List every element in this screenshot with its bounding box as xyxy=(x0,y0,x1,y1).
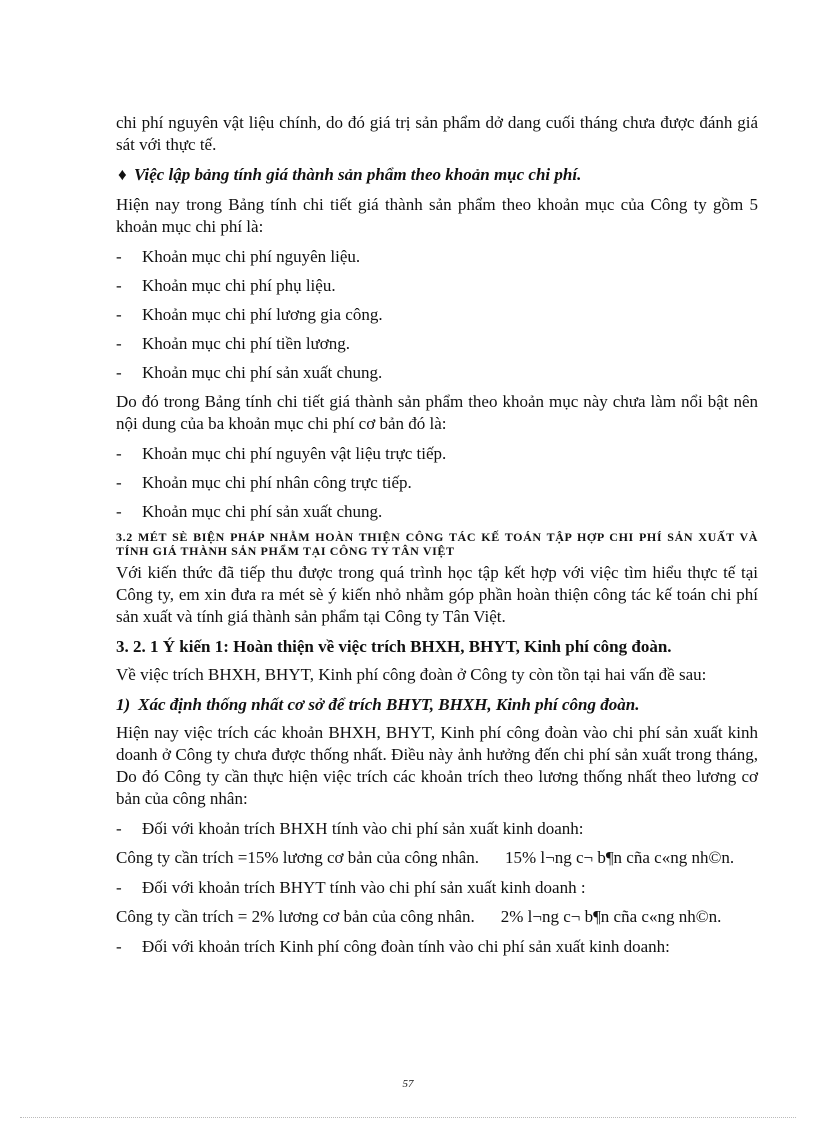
list-item xyxy=(116,246,758,268)
numbered-heading-number: 1) xyxy=(116,695,131,714)
list-item-text: Đối với khoản trích Kinh phí công đoàn tính vào chi phí sản xuất kinh doanh: xyxy=(142,937,670,956)
page-number: 57 xyxy=(402,1078,414,1090)
list-item xyxy=(116,304,758,326)
dash-bullet: - xyxy=(116,363,122,382)
dash-bullet: - xyxy=(116,247,122,266)
rate-text: Công ty cần trích =15% lương cơ bản của công nhân. xyxy=(116,848,479,867)
section-title: 3.2 MÉT SÈ BIỆN PHÁP NHẰM HOÀN THIỆN CÔNG TÁC KẾ TOÁN TẬP HỢP CHI PHÍ SẢN XUẤT VÀ TÍNH GIÁ THÀNH SẢN PHẨM TẠI CÔNG TY TÂN VIỆT xyxy=(116,530,758,558)
paragraph-continuation: chi phí nguyên vật liệu chính, do đó giá trị sản phẩm dở dang cuối tháng chưa được đánh giá sát với thực tế. xyxy=(116,113,758,154)
dash-bullet: - xyxy=(116,937,122,956)
dash-bullet: - xyxy=(116,878,122,897)
list-item xyxy=(116,362,758,384)
list-item xyxy=(116,443,758,465)
rate-text: Công ty cần trích = 2% lương cơ bản của công nhân. xyxy=(116,907,475,926)
list-item-text: Khoản mục chi phí nhân công trực tiếp. xyxy=(142,473,412,492)
numbered-heading xyxy=(116,694,758,716)
diamond-heading-text: Việc lập bảng tính giá thành sản phẩm theo khoản mục chi phí. xyxy=(134,165,582,184)
diamond-bullet-icon: ♦ xyxy=(118,165,127,184)
list-item xyxy=(116,275,758,297)
list-item xyxy=(116,333,758,355)
document-page xyxy=(116,112,758,965)
dash-bullet: - xyxy=(116,334,122,353)
paragraph-cost-items-intro: Hiện nay trong Bảng tính chi tiết giá thành sản phẩm theo khoản mục của Công ty gồm 5 khoản mục chi phí là: xyxy=(116,195,758,236)
list-item-text: Khoản mục chi phí nguyên liệu. xyxy=(142,247,361,266)
basic-items-list xyxy=(116,443,758,523)
list-item-text: Khoản mục chi phí tiền lương. xyxy=(142,334,351,353)
paragraph-basic-items-intro: Do đó trong Bảng tính chi tiết giá thành sản phẩm theo khoản mục này chưa làm nổi bật nên nội dung của ba khoản mục chi phí cơ bản đó là: xyxy=(116,392,758,433)
dash-bullet: - xyxy=(116,444,122,463)
numbered-heading-text: Xác định thống nhất cơ sở để trích BHYT, BHXH, Kinh phí công đoàn. xyxy=(138,695,640,714)
cost-items-list xyxy=(116,246,758,384)
list-item-text: Khoản mục chi phí sản xuất chung. xyxy=(142,363,383,382)
list-item-text: Khoản mục chi phí lương gia công. xyxy=(142,305,383,324)
paragraph-bhyt-rate xyxy=(116,906,758,928)
dash-bullet: - xyxy=(116,305,122,324)
paragraph-issues-intro: Về việc trích BHXH, BHYT, Kinh phí công đoàn ở Công ty còn tồn tại hai vấn đề sau: xyxy=(116,665,707,684)
list-item-text: Đối với khoản trích BHYT tính vào chi phí sản xuất kinh doanh : xyxy=(142,878,586,897)
diamond-heading xyxy=(116,164,758,186)
dash-bullet: - xyxy=(116,819,122,838)
list-item xyxy=(116,818,758,840)
list-item xyxy=(116,877,758,899)
list-item-text: Khoản mục chi phí sản xuất chung. xyxy=(142,502,383,521)
paragraph-current-practice: Hiện nay việc trích các khoản BHXH, BHYT, Kinh phí công đoàn vào chi phí sản xuất kinh doanh ở Công ty chưa được thống nhất. Điều này ảnh hưởng đến chi phí sản xuất trong tháng, Do đó Công ty cần thực hiện việc trích các khoản trích theo lương thống nhất theo lương cơ bản của công nhân: xyxy=(116,723,758,808)
list-item xyxy=(116,472,758,494)
dash-bullet: - xyxy=(116,276,122,295)
dash-bullet: - xyxy=(116,473,122,492)
rate-formula-text: 2% l¬ng c¬ b¶n cña c«ng nh©n. xyxy=(500,907,722,926)
list-item xyxy=(116,936,758,958)
page-bottom-divider xyxy=(20,1117,796,1118)
subsection-title: 3. 2. 1 Ý kiến 1: Hoàn thiện về việc trích BHXH, BHYT, Kinh phí công đoàn. xyxy=(116,637,672,656)
list-item-text: Khoản mục chi phí phụ liệu. xyxy=(142,276,336,295)
rate-formula-text: 15% l¬ng c¬ b¶n cña c«ng nh©n. xyxy=(505,848,735,867)
list-item-text: Khoản mục chi phí nguyên vật liệu trực tiếp. xyxy=(142,444,447,463)
list-item-text: Đối với khoản trích BHXH tính vào chi phí sản xuất kinh doanh: xyxy=(142,819,584,838)
list-item xyxy=(116,501,758,523)
paragraph-section-intro: Với kiến thức đã tiếp thu được trong quá trình học tập kết hợp với việc tìm hiểu thực tế tại Công ty, em xin đưa ra mét sè ý kiến nhỏ nhằm góp phần hoàn thiện công tác kế toán chi phí sản xuất và tính giá thành sản phẩm tại Công ty Tân Việt. xyxy=(116,563,758,626)
dash-bullet: - xyxy=(116,502,122,521)
paragraph-bhxh-rate xyxy=(116,847,758,869)
